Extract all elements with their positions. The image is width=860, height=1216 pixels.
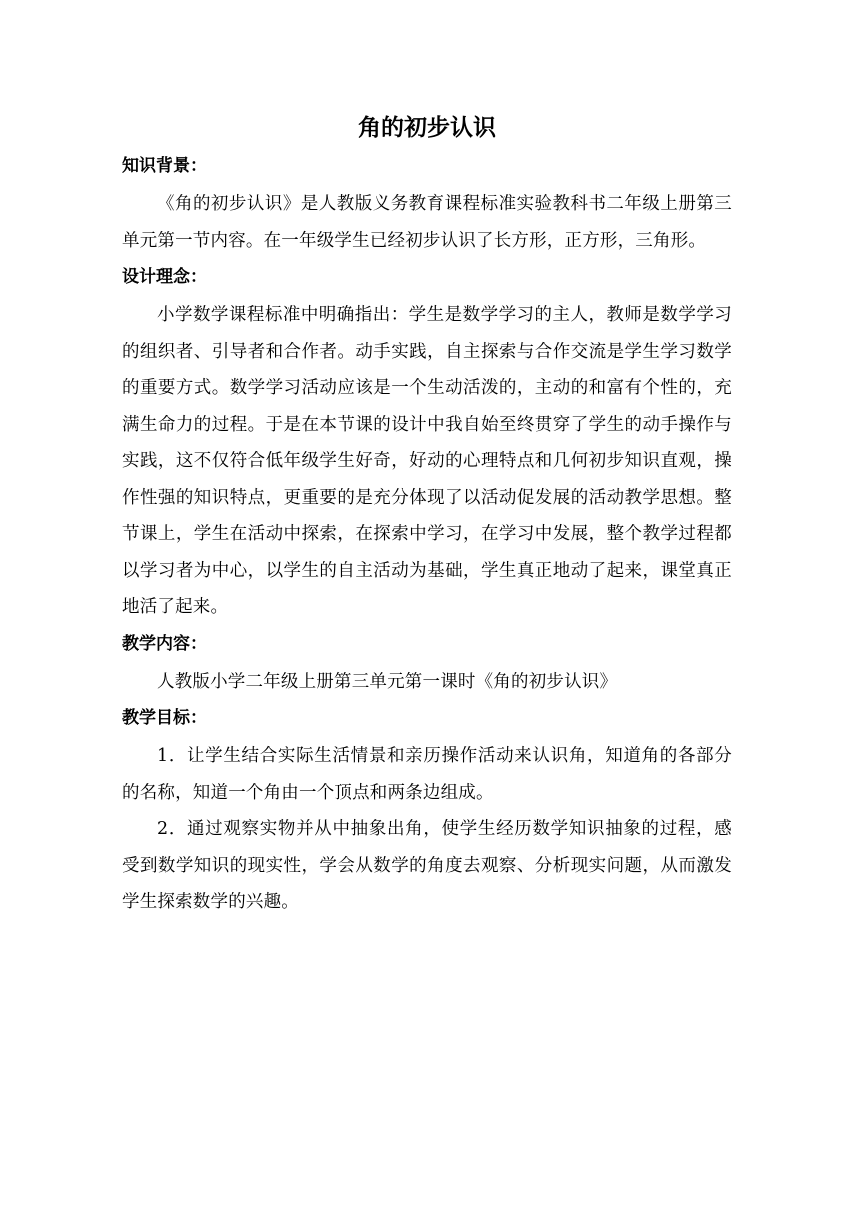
paragraph: 《角的初步认识》是人教版义务教育课程标准实验教科书二年级上册第三单元第一节内容。在一年级学生已经初步认识了长方形，正方形，三角形。 <box>122 194 732 251</box>
objective-item: 1．让学生结合实际生活情景和亲历操作活动来认识角，知道角的各部分的名称，知道一个角由一个顶点和两条边组成。 <box>122 746 732 803</box>
section-heading: 设计理念： <box>122 267 207 287</box>
paragraph: 人教版小学二年级上册第三单元第一课时《角的初步认识》 <box>157 671 618 692</box>
section-heading: 教学目标： <box>122 708 207 728</box>
objective-item: 2．通过观察实物并从中抽象出角，使学生经历数学知识抽象的过程，感受到数学知识的现实性，学会从数学的角度去观察、分析现实问题，从而激发学生探索数学的兴趣。 <box>122 819 732 912</box>
section-heading: 知识背景： <box>122 156 207 176</box>
document-title: 角的初步认识 <box>358 115 496 141</box>
section-background <box>122 154 732 259</box>
paragraph: 小学数学课程标准中明确指出：学生是数学学习的主人，教师是数学学习的组织者、引导者和合作者。动手实践，自主探索与合作交流是学生学习数学的重要方式。数学学习活动应该是一个生动活泼的，主动的和富有个性的，充满生命力的过程。于是在本节课的设计中我自始至终贯穿了学生的动手操作与实践，这不仅符合低年级学生好奇，好动的心理特点和几何初步知识直观，操作性强的知识特点，更重要的是充分体现了以活动促发展的活动教学思想。整节课上，学生在活动中探索，在探索中学习，在学习中发展，整个教学过程都以学习者为中心，以学生的自主活动为基础，学生真正地动了起来，课堂真正地活了起来。 <box>122 305 732 617</box>
document-page <box>122 108 732 925</box>
section-heading: 教学内容： <box>122 633 207 654</box>
section-teaching-objectives <box>122 706 732 921</box>
section-teaching-content <box>122 632 732 701</box>
section-design-concept <box>122 265 732 626</box>
